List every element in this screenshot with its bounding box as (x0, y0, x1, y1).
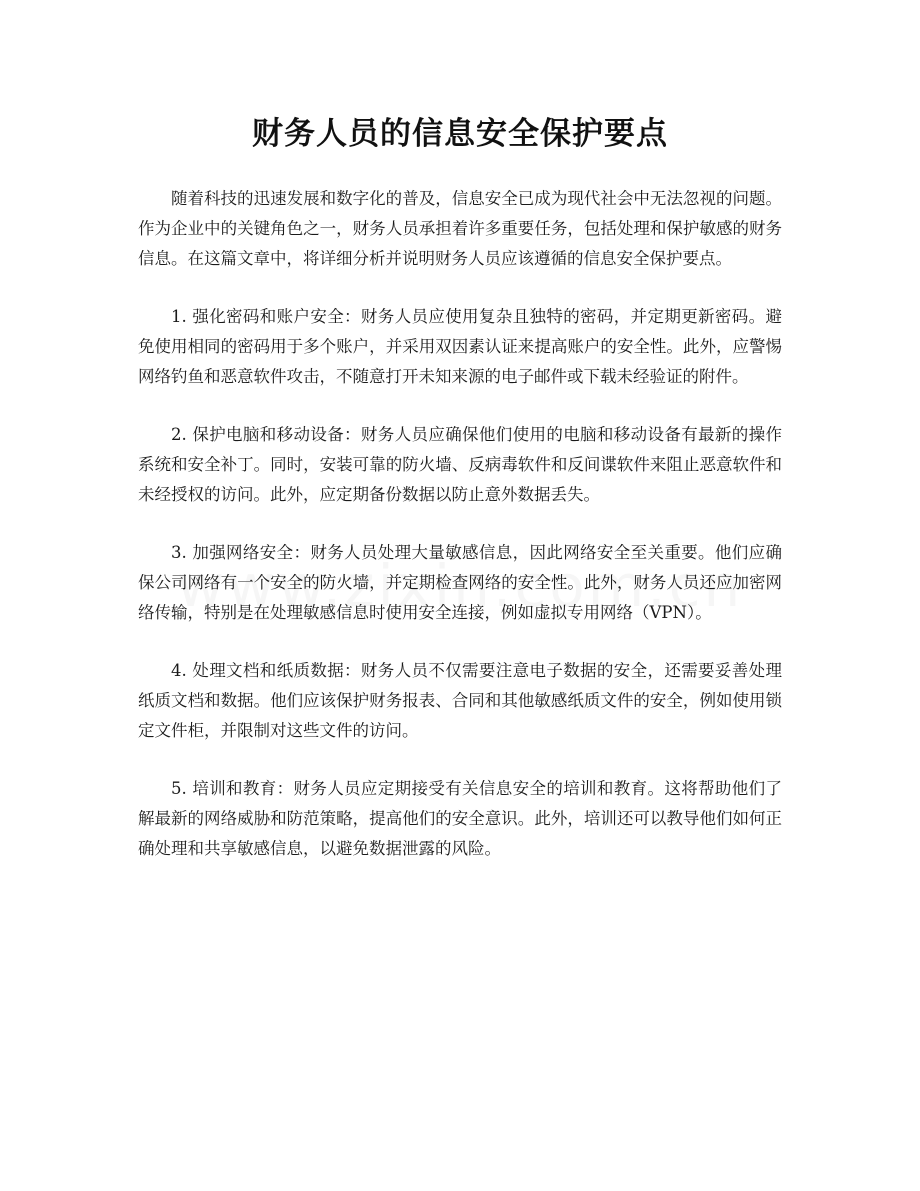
point-4-paragraph: 4. 处理文档和纸质数据：财务人员不仅需要注意电子数据的安全，还需要妥善处理纸质文档和数据。他们应该保护财务报表、合同和其他敏感纸质文件的安全，例如使用锁定文件柜，并限制对这些文件的访问。 (138, 661, 782, 740)
document-body (138, 184, 782, 892)
document-title: 财务人员的信息安全保护要点 (252, 116, 668, 152)
point-1-paragraph: 1. 强化密码和账户安全：财务人员应使用复杂且独特的密码，并定期更新密码。避免使用相同的密码用于多个账户，并采用双因素认证来提高账户的安全性。此外，应警惕网络钓鱼和恶意软件攻击，不随意打开未知来源的电子邮件或下载未经验证的附件。 (138, 307, 782, 386)
point-2-paragraph: 2. 保护电脑和移动设备：财务人员应确保他们使用的电脑和移动设备有最新的操作系统和安全补丁。同时，安装可靠的防火墙、反病毒软件和反间谍软件来阻止恶意软件和未经授权的访问。此外，应定期备份数据以防止意外数据丢失。 (138, 425, 782, 504)
intro-paragraph: 随着科技的迅速发展和数字化的普及，信息安全已成为现代社会中无法忽视的问题。作为企业中的关键角色之一，财务人员承担着许多重要任务，包括处理和保护敏感的财务信息。在这篇文章中，将详细分析并说明财务人员应该遵循的信息安全保护要点。 (138, 189, 782, 268)
point-5-paragraph: 5. 培训和教育：财务人员应定期接受有关信息安全的培训和教育。这将帮助他们了解最新的网络威胁和防范策略，提高他们的安全意识。此外，培训还可以教导他们如何正确处理和共享敏感信息，以避免数据泄露的风险。 (138, 779, 782, 858)
point-3-paragraph: 3. 加强网络安全：财务人员处理大量敏感信息，因此网络安全至关重要。他们应确保公司网络有一个安全的防火墙，并定期检查网络的安全性。此外，财务人员还应加密网络传输，特别是在处理敏感信息时使用安全连接，例如虚拟专用网络（VPN）。 (138, 543, 782, 622)
